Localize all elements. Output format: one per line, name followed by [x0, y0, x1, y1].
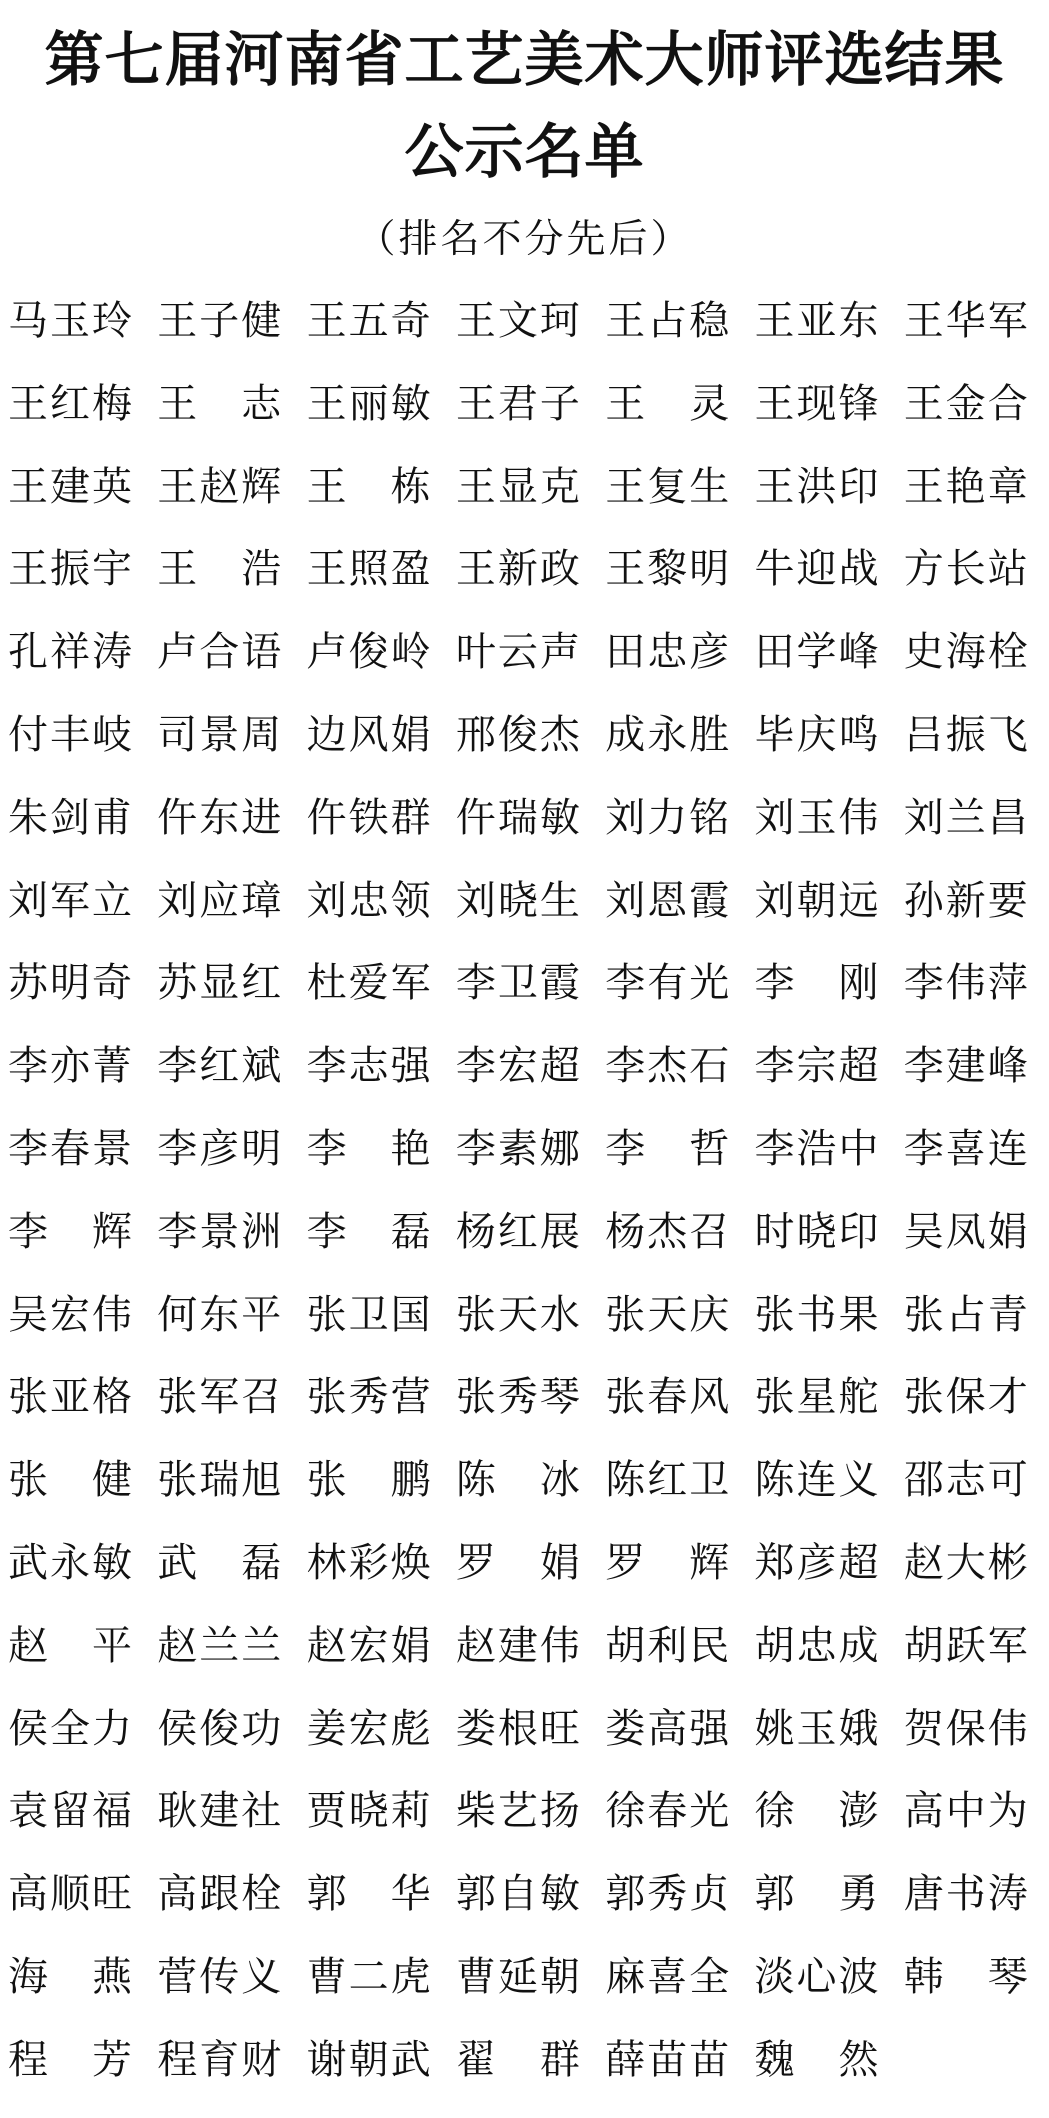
name-entry: 李 浩 中 [754, 1125, 879, 1172]
name-row [8, 1290, 1044, 1373]
name-row [8, 1372, 1044, 1455]
name-entry: 刘 兰 昌 [903, 794, 1028, 841]
name-entry: 仵 铁 群 [306, 794, 431, 841]
name-entry: 李 春 景 [8, 1125, 132, 1172]
name-entry: 张 书 果 [754, 1291, 879, 1338]
name-entry: 刘 忠 领 [306, 877, 431, 924]
name-entry: 刘 军 立 [8, 877, 132, 924]
name-entry: 孙 新 要 [903, 877, 1028, 924]
name-entry: 唐 书 涛 [903, 1871, 1028, 1918]
name-row [8, 1704, 1044, 1787]
name-row [8, 627, 1044, 710]
name-entry: 王 子 健 [157, 298, 282, 344]
name-entry: 吕 振 飞 [903, 711, 1028, 758]
name-entry: 麻 喜 全 [605, 1953, 730, 2000]
name-entry: 成 永 胜 [605, 711, 730, 758]
name-entry: 陈 红 卫 [605, 1457, 730, 1504]
name-entry: 付 丰 岐 [8, 711, 132, 758]
name-entry: 程 芳 [8, 2036, 132, 2083]
name-entry: 杨 杰 召 [605, 1208, 730, 1255]
name-entry: 李 志 强 [306, 1043, 431, 1090]
name-row [8, 1207, 1044, 1290]
name-row [8, 1952, 1044, 2035]
name-entry: 武 永 敏 [8, 1539, 132, 1586]
name-entry: 李 伟 萍 [903, 960, 1028, 1007]
name-entry: 贺 保 伟 [903, 1705, 1028, 1752]
name-entry: 赵 建 伟 [455, 1622, 580, 1669]
name-row [8, 544, 1044, 627]
name-entry: 张 秀 营 [306, 1374, 431, 1421]
name-entry: 仵 东 进 [157, 794, 282, 841]
name-row [8, 958, 1044, 1041]
name-entry: 赵 宏 娟 [306, 1622, 431, 1669]
name-entry: 张 保 才 [903, 1374, 1028, 1421]
name-entry: 胡 利 民 [605, 1622, 730, 1669]
name-entry: 李 有 光 [605, 960, 730, 1007]
name-entry: 王 照 盈 [306, 546, 431, 593]
name-entry: 陈 冰 [455, 1457, 580, 1504]
name-entry: 曹 延 朝 [455, 1953, 580, 2000]
name-row [8, 1455, 1044, 1538]
name-entry: 李 哲 [605, 1125, 730, 1172]
name-entry: 王 浩 [157, 546, 282, 593]
name-entry: 邵 志 可 [903, 1457, 1028, 1504]
name-entry: 王 亚 东 [754, 298, 879, 344]
name-entry: 王 赵 辉 [157, 463, 282, 510]
name-entry: 苏 显 红 [157, 960, 282, 1007]
name-entry: 卢 俊 岭 [306, 629, 431, 676]
name-entry: 卢 合 语 [157, 629, 282, 676]
name-entry: 王 占 稳 [605, 298, 730, 344]
name-row [8, 1869, 1044, 1952]
name-entry: 王 文 珂 [455, 298, 580, 344]
name-entry: 张 健 [8, 1457, 132, 1504]
name-entry: 杜 爱 军 [306, 960, 431, 1007]
name-entry: 侯 全 力 [8, 1705, 132, 1752]
name-row [8, 1124, 1044, 1207]
name-entry: 赵 大 彬 [903, 1539, 1028, 1586]
name-entry: 罗 娟 [455, 1539, 580, 1586]
name-row [8, 710, 1044, 793]
name-entry: 武 磊 [157, 1539, 282, 1586]
name-entry: 张 天 水 [455, 1291, 580, 1338]
name-entry: 贾 晓 莉 [306, 1788, 431, 1835]
name-entry: 王 新 政 [455, 546, 580, 593]
name-entry: 王 现 锋 [754, 380, 879, 427]
name-entry: 林 彩 焕 [306, 1539, 431, 1586]
name-entry: 毕 庆 鸣 [754, 711, 879, 758]
name-entry: 曹 二 虎 [306, 1953, 431, 2000]
name-entry: 叶 云 声 [455, 629, 580, 676]
name-entry: 边 风 娟 [306, 711, 431, 758]
name-entry: 张 卫 国 [306, 1291, 431, 1338]
name-entry: 高 顺 旺 [8, 1871, 132, 1918]
name-entry: 方 长 站 [903, 546, 1028, 593]
name-entry: 仵 瑞 敏 [455, 794, 580, 841]
name-entry: 侯 俊 功 [157, 1705, 282, 1752]
name-entry: 张 鹏 [306, 1457, 431, 1504]
name-row [8, 462, 1044, 545]
name-entry: 王 复 生 [605, 463, 730, 510]
name-entry: 刘 恩 霞 [605, 877, 730, 924]
name-entry: 郭 自 敏 [455, 1871, 580, 1918]
name-entry: 王 振 宇 [8, 546, 132, 593]
name-entry: 韩 琴 [903, 1953, 1028, 2000]
name-entry: 李 喜 连 [903, 1125, 1028, 1172]
name-row [8, 1538, 1044, 1621]
name-entry: 李 素 娜 [455, 1125, 580, 1172]
name-entry: 刘 应 璋 [157, 877, 282, 924]
name-row [8, 793, 1044, 876]
name-entry: 李 亦 菁 [8, 1043, 132, 1090]
document-title-line-2: 公示名单 [404, 117, 645, 186]
name-entry: 马 玉 玲 [8, 298, 132, 344]
name-entry: 胡 跃 军 [903, 1622, 1028, 1669]
name-entry: 娄 根 旺 [455, 1705, 580, 1752]
name-entry: 淡 心 波 [754, 1953, 879, 2000]
name-entry: 翟 群 [455, 2036, 580, 2083]
name-entry: 张 秀 琴 [455, 1374, 580, 1421]
name-entry: 邢 俊 杰 [455, 711, 580, 758]
name-entry: 李 宗 超 [754, 1043, 879, 1090]
name-entry: 徐 春 光 [605, 1788, 730, 1835]
name-entry: 王 建 英 [8, 463, 132, 510]
name-entry: 罗 辉 [605, 1539, 730, 1586]
name-entry: 陈 连 义 [754, 1457, 879, 1504]
name-entry: 薛 苗 苗 [605, 2036, 730, 2083]
name-entry: 时 晓 印 [754, 1208, 879, 1255]
name-entry: 郭 勇 [754, 1871, 879, 1918]
name-entry: 郭 秀 贞 [605, 1871, 730, 1918]
name-entry: 菅 传 义 [157, 1953, 282, 2000]
name-entry: 李 红 斌 [157, 1043, 282, 1090]
name-row [8, 876, 1044, 959]
name-entry: 张 星 舵 [754, 1374, 879, 1421]
name-row [8, 1041, 1044, 1124]
name-entry: 田 忠 彦 [605, 629, 730, 676]
name-entry: 王 栋 [306, 463, 431, 510]
name-entry: 谢 朝 武 [306, 2036, 431, 2083]
name-entry: 张 瑞 旭 [157, 1457, 282, 1504]
name-entry: 程 育 财 [157, 2036, 282, 2083]
name-entry: 王 君 子 [455, 380, 580, 427]
name-entry: 王 红 梅 [8, 380, 132, 427]
name-entry: 牛 迎 战 [754, 546, 879, 593]
name-entry: 王 灵 [605, 380, 730, 427]
name-entry: 李 杰 石 [605, 1043, 730, 1090]
name-entry: 袁 留 福 [8, 1788, 132, 1835]
document-title-line-1: 第七届河南省工艺美术大师评选结果 [44, 25, 1005, 94]
name-entry: 史 海 栓 [903, 629, 1028, 676]
document-subtitle: （排名不分先后） [356, 217, 693, 262]
name-entry: 王 艳 章 [903, 463, 1028, 510]
name-entry: 海 燕 [8, 1953, 132, 2000]
name-entry: 苏 明 奇 [8, 960, 132, 1007]
name-entry: 赵 平 [8, 1622, 132, 1669]
name-entry: 吴 凤 娟 [903, 1208, 1028, 1255]
name-entry: 刘 朝 远 [754, 877, 879, 924]
name-entry: 王 五 奇 [306, 298, 431, 344]
name-entry: 魏 然 [754, 2036, 879, 2083]
name-entry: 胡 忠 成 [754, 1622, 879, 1669]
name-row [8, 379, 1044, 462]
name-entry: 朱 剑 甫 [8, 794, 132, 841]
name-entry: 王 金 合 [903, 380, 1028, 427]
name-entry: 李 景 洲 [157, 1208, 282, 1255]
name-row [8, 1786, 1044, 1869]
name-entry: 李 建 峰 [903, 1043, 1028, 1090]
name-entry: 张 亚 格 [8, 1374, 132, 1421]
name-entry: 张 军 召 [157, 1374, 282, 1421]
name-entry: 郑 彦 超 [754, 1539, 879, 1586]
name-entry: 张 天 庆 [605, 1291, 730, 1338]
name-row [8, 2035, 1044, 2118]
name-entry: 李 刚 [754, 960, 879, 1007]
name-entry: 李 辉 [8, 1208, 132, 1255]
name-list [8, 296, 1044, 2118]
name-row [8, 1621, 1044, 1704]
name-entry: 刘 玉 伟 [754, 794, 879, 841]
name-entry: 李 艳 [306, 1125, 431, 1172]
name-entry: 耿 建 社 [157, 1788, 282, 1835]
name-entry: 娄 高 强 [605, 1705, 730, 1752]
name-entry: 王 志 [157, 380, 282, 427]
name-entry: 姜 宏 彪 [306, 1705, 431, 1752]
name-entry: 李 卫 霞 [455, 960, 580, 1007]
name-entry: 徐 澎 [754, 1788, 879, 1835]
name-entry: 孔 祥 涛 [8, 629, 132, 676]
name-entry: 柴 艺 扬 [455, 1788, 580, 1835]
name-entry: 郭 华 [306, 1871, 431, 1918]
name-entry: 赵 兰 兰 [157, 1622, 282, 1669]
name-entry: 王 洪 印 [754, 463, 879, 510]
name-entry: 田 学 峰 [754, 629, 879, 676]
name-entry: 王 黎 明 [605, 546, 730, 593]
name-entry: 刘 晓 生 [455, 877, 580, 924]
name-entry: 姚 玉 娥 [754, 1705, 879, 1752]
name-entry: 张 占 青 [903, 1291, 1028, 1338]
name-entry: 何 东 平 [157, 1291, 282, 1338]
name-entry: 李 彦 明 [157, 1125, 282, 1172]
name-entry: 张 春 风 [605, 1374, 730, 1421]
name-entry: 杨 红 展 [455, 1208, 580, 1255]
name-row [8, 296, 1044, 379]
name-entry: 高 跟 栓 [157, 1871, 282, 1918]
name-entry: 吴 宏 伟 [8, 1291, 132, 1338]
name-entry: 李 磊 [306, 1208, 431, 1255]
name-entry: 王 华 军 [903, 298, 1028, 344]
name-entry: 王 显 克 [455, 463, 580, 510]
name-entry: 高 中 为 [903, 1788, 1028, 1835]
name-entry: 李 宏 超 [455, 1043, 580, 1090]
name-entry: 司 景 周 [157, 711, 282, 758]
name-entry: 刘 力 铭 [605, 794, 730, 841]
name-entry: 王 丽 敏 [306, 380, 431, 427]
